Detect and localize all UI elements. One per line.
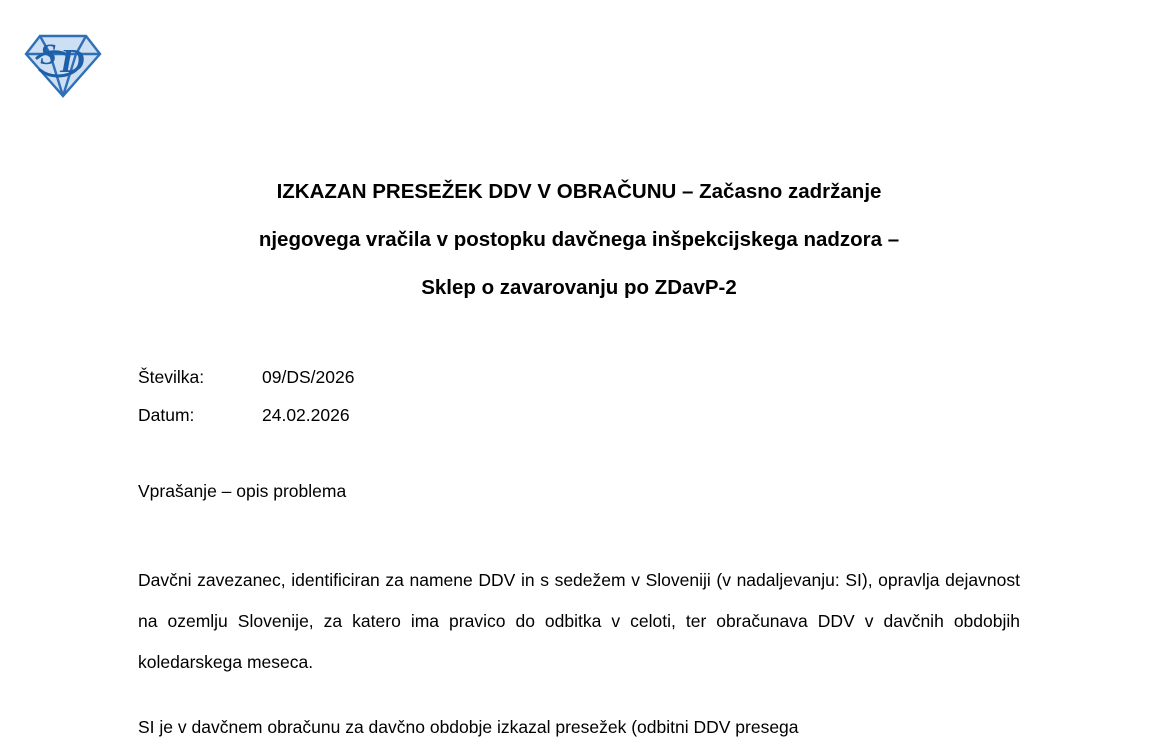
sd-diamond-logo xyxy=(20,28,106,102)
document-meta xyxy=(138,358,638,434)
document-title xyxy=(138,168,1020,312)
document-body xyxy=(138,560,1020,748)
document-title-line-1: IZKAZAN PRESEŽEK DDV V OBRAČUNU – Začasno zadržanje xyxy=(276,180,882,203)
meta-value-number: 09/DS/2026 xyxy=(262,367,355,387)
meta-label-date: Datum: xyxy=(138,405,195,425)
meta-value-date: 24.02.2026 xyxy=(262,405,350,425)
meta-row-date xyxy=(138,396,638,434)
meta-row-number xyxy=(138,358,638,396)
body-paragraph-1: Davčni zavezanec, identificiran za namene DDV in s sedežem v Sloveniji (v nadaljevanju: SI), opravlja dejavnost na ozemlju Slovenije, za katero ima pravico do odbitka v celoti, ter obračunava DDV v davčnih obdobjih koledarskega meseca. xyxy=(138,570,1020,672)
document-title-line-3: Sklep o zavarovanju po ZDavP-2 xyxy=(421,276,737,299)
svg-text:S: S xyxy=(40,38,57,71)
section-heading-question: Vprašanje – opis problema xyxy=(138,481,347,501)
document-title-line-2: njegovega vračila v postopku davčnega inšpekcijskega nadzora – xyxy=(258,228,900,251)
meta-label-number: Številka: xyxy=(138,367,205,387)
body-paragraph-2: SI je v davčnem obračunu za davčno obdobje izkazal presežek (odbitni DDV presega xyxy=(138,717,799,737)
svg-text:D: D xyxy=(60,43,85,80)
